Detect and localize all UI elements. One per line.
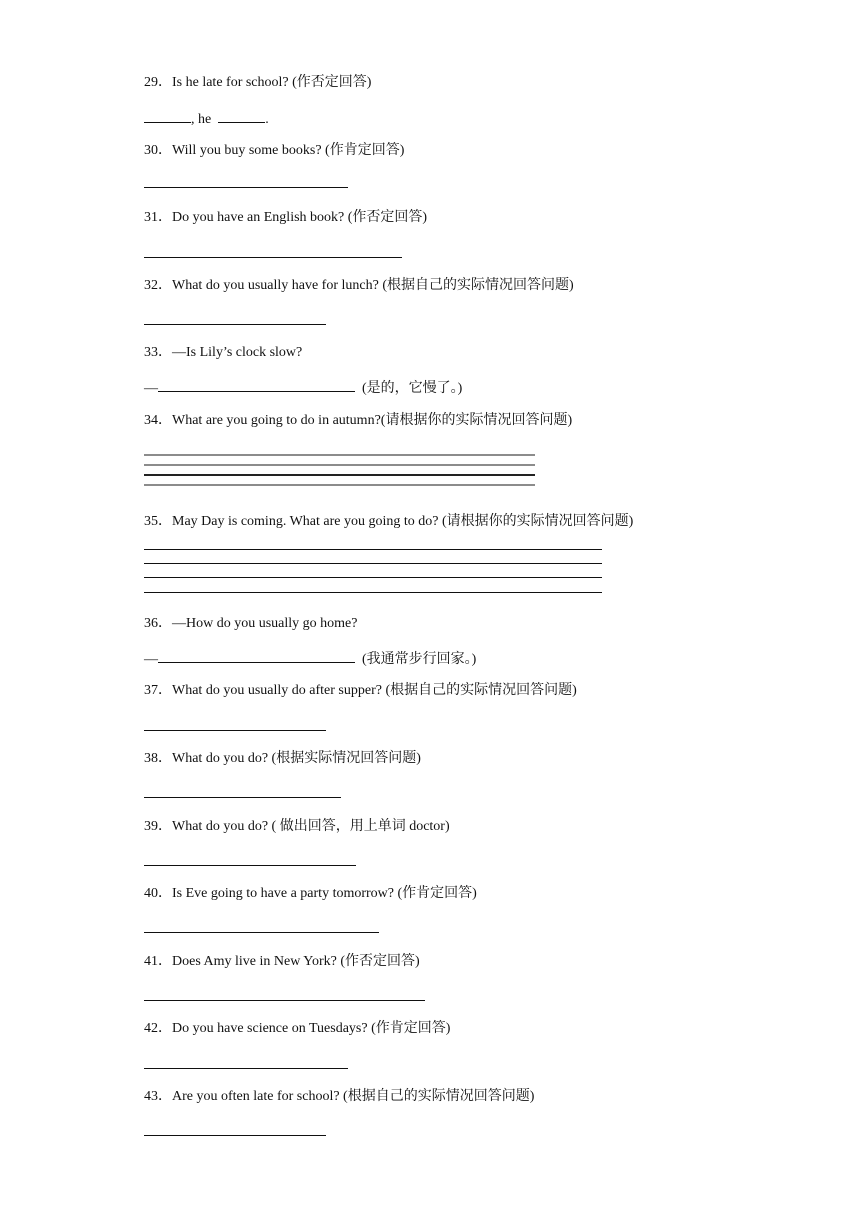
answer-line[interactable] — [144, 865, 356, 866]
question-number: 39 — [144, 819, 158, 834]
answer-hint: (我通常步行回家。) — [362, 652, 477, 667]
question-number: 38 — [144, 751, 158, 766]
question-32 — [144, 277, 574, 295]
question-text: May Day is coming. What are you going to do? (请根据你的实际情况回答问题) — [172, 514, 634, 529]
question-text: Will you buy some books? (作肯定回答) — [172, 143, 405, 158]
question-number: 42 — [144, 1021, 158, 1036]
question-separator: ． — [158, 819, 172, 834]
question-separator: ． — [158, 616, 172, 631]
answer-line[interactable] — [144, 730, 326, 731]
answer-line[interactable] — [144, 797, 341, 798]
question-separator: ． — [158, 1021, 172, 1036]
answer-29 — [144, 108, 269, 129]
answer-line[interactable] — [144, 187, 348, 188]
question-text: Do you have an English book? (作否定回答) — [172, 210, 428, 225]
answer-line[interactable] — [144, 454, 535, 456]
question-text: Does Amy live in New York? (作否定回答) — [172, 954, 420, 969]
answer-blank[interactable] — [144, 108, 191, 123]
answer-line[interactable] — [144, 324, 326, 325]
question-38 — [144, 750, 421, 768]
question-separator: ． — [158, 143, 172, 158]
question-text: Are you often late for school? (根据自己的实际情况回答问题) — [172, 1089, 535, 1104]
question-separator: ． — [158, 345, 172, 360]
question-number: 33 — [144, 345, 158, 360]
answer-text: , he — [191, 112, 212, 127]
question-text: Is Eve going to have a party tomorrow? (作肯定回答) — [172, 886, 477, 901]
question-36 — [144, 615, 357, 633]
question-number: 37 — [144, 683, 158, 698]
answer-line[interactable] — [144, 474, 535, 476]
question-number: 31 — [144, 210, 158, 225]
question-separator: ． — [158, 514, 172, 529]
answer-blank[interactable] — [218, 108, 265, 123]
question-number: 43 — [144, 1089, 158, 1104]
question-number: 32 — [144, 278, 158, 293]
answer-line[interactable] — [144, 592, 602, 593]
question-text: What do you usually have for lunch? (根据自己的实际情况回答问题) — [172, 278, 574, 293]
answer-line[interactable] — [144, 484, 535, 486]
question-separator: ． — [158, 683, 172, 698]
question-separator: ． — [158, 954, 172, 969]
question-text: What do you do? (根据实际情况回答问题) — [172, 751, 421, 766]
question-separator: ． — [158, 886, 172, 901]
question-text: —Is Lily’s clock slow? — [172, 345, 303, 360]
answer-line[interactable] — [144, 464, 535, 466]
question-30 — [144, 142, 404, 160]
question-separator: ． — [158, 278, 172, 293]
question-43 — [144, 1088, 534, 1106]
answer-line[interactable] — [144, 257, 402, 258]
question-separator: ． — [158, 751, 172, 766]
answer-line[interactable] — [144, 549, 602, 550]
question-number: 40 — [144, 886, 158, 901]
question-31 — [144, 209, 427, 227]
question-number: 30 — [144, 143, 158, 158]
question-text: Is he late for school? (作否定回答) — [172, 75, 372, 90]
question-29 — [144, 74, 371, 92]
answer-36 — [144, 648, 476, 669]
question-number: 35 — [144, 514, 158, 529]
question-text: Do you have science on Tuesdays? (作肯定回答) — [172, 1021, 451, 1036]
question-text: —How do you usually go home? — [172, 616, 358, 631]
question-separator: ． — [158, 413, 172, 428]
question-separator: ． — [158, 75, 172, 90]
question-number: 29 — [144, 75, 158, 90]
question-35 — [144, 513, 633, 531]
question-text: What do you do? ( 做出回答，用上单词 doctor) — [172, 819, 450, 834]
question-text: What do you usually do after supper? (根据自己的实际情况回答问题) — [172, 683, 577, 698]
question-separator: ． — [158, 1089, 172, 1104]
answer-blank[interactable] — [158, 648, 355, 663]
question-number: 34 — [144, 413, 158, 428]
question-33 — [144, 344, 302, 362]
question-39 — [144, 818, 450, 836]
answer-line[interactable] — [144, 932, 379, 933]
question-separator: ． — [158, 210, 172, 225]
question-number: 41 — [144, 954, 158, 969]
answer-line[interactable] — [144, 563, 602, 564]
answer-33 — [144, 377, 462, 398]
question-40 — [144, 885, 477, 903]
answer-blank[interactable] — [158, 377, 355, 392]
answer-line[interactable] — [144, 1135, 326, 1136]
question-34 — [144, 412, 572, 430]
question-text: What are you going to do in autumn?(请根据你的实际情况回答问题) — [172, 413, 573, 428]
answer-dash: — — [144, 652, 158, 667]
answer-line[interactable] — [144, 1000, 425, 1001]
question-41 — [144, 953, 420, 971]
question-number: 36 — [144, 616, 158, 631]
answer-text: . — [265, 112, 269, 127]
answer-hint: (是的，它慢了。) — [362, 381, 463, 396]
question-42 — [144, 1020, 450, 1038]
answer-line[interactable] — [144, 577, 602, 578]
answer-dash: — — [144, 381, 158, 396]
answer-line[interactable] — [144, 1068, 348, 1069]
question-37 — [144, 682, 577, 700]
